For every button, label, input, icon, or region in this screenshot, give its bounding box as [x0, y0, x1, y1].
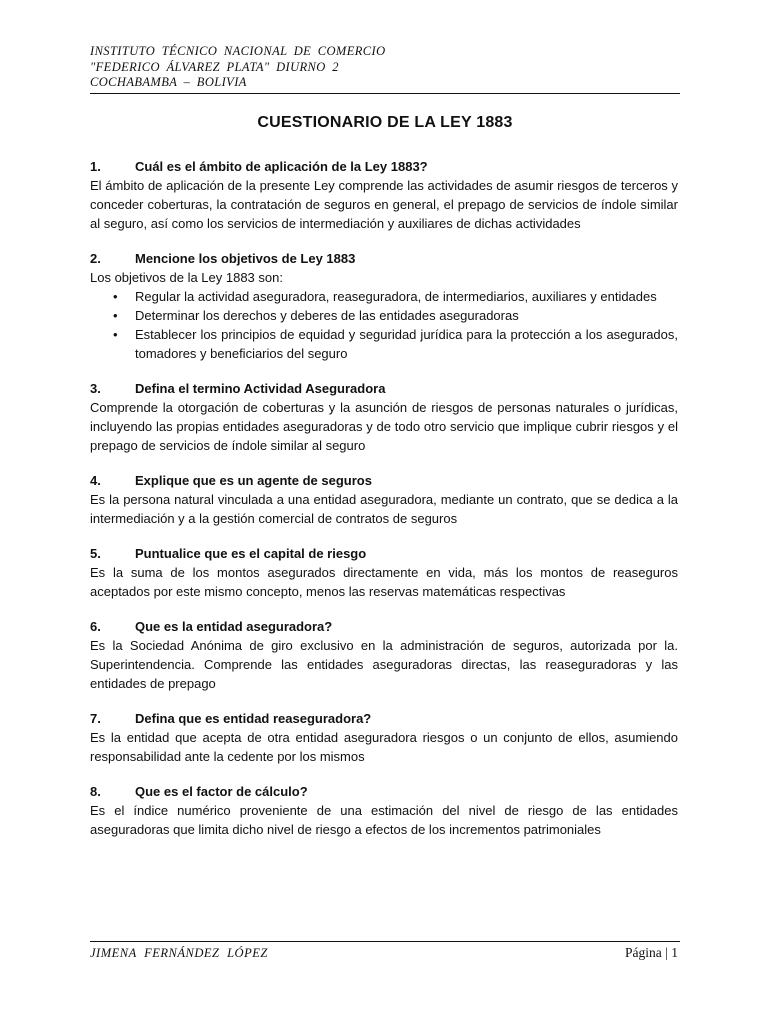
- question-1: [90, 157, 678, 233]
- list-item-text: Establecer los principios de equidad y seguridad jurídica para la protección a los asegurados, tomadores y beneficiarios del seguro: [135, 327, 678, 361]
- question-heading: [90, 379, 678, 398]
- question-number: 7.: [90, 711, 101, 726]
- question-heading: [90, 544, 678, 563]
- list-item-text: Determinar los derechos y deberes de las entidades aseguradoras: [135, 308, 519, 323]
- question-number: 5.: [90, 546, 101, 561]
- header-institution: INSTITUTO TÉCNICO NACIONAL DE COMERCIO: [90, 44, 386, 58]
- question-4: [90, 471, 678, 528]
- objectives-list: [90, 287, 678, 363]
- question-heading: [90, 782, 678, 801]
- question-5: [90, 544, 678, 601]
- question-3: [90, 379, 678, 455]
- list-item: [90, 287, 678, 306]
- bullet-icon: •: [113, 289, 118, 304]
- question-heading: [90, 471, 678, 490]
- question-7: [90, 709, 678, 766]
- list-item: [90, 306, 678, 325]
- question-number: 4.: [90, 473, 101, 488]
- header-school-name: "FEDERICO ÁLVAREZ PLATA" DIURNO 2: [90, 59, 339, 74]
- answer-text: Es la Sociedad Anónima de giro exclusivo en la administración de seguros, autorizada por la. Superintendencia. Comprende las entidades aseguradoras directas, las reaseguradoras y las entidades de prepago: [90, 638, 678, 691]
- question-text: Defina que es entidad reaseguradora?: [135, 711, 372, 726]
- page-header: [90, 44, 680, 94]
- footer-divider: [90, 941, 680, 942]
- answer-text: Comprende la otorgación de coberturas y la asunción de riesgos de personas naturales o jurídicas, incluyendo las propias entidades aseguradoras y de todo otro servicio que implique cubrir riesgos y el prepago de servicios de índole similar al seguro: [90, 400, 678, 453]
- answer-text: El ámbito de aplicación de la presente Ley comprende las actividades de asumir riesgos de terceros y conceder coberturas, la contratación de seguros en general, el prepago de servicios de índole similar al seguro, así como los servicios de intermediación y auxiliares de dichas actividades: [90, 178, 678, 231]
- answer-text: Es el índice numérico proveniente de una estimación del nivel de riesgo de las entidades aseguradoras que limita dicho nivel de riesgo a efectos de los incrementos patrimoniales: [90, 803, 678, 837]
- bullet-icon: •: [113, 327, 118, 342]
- question-heading: [90, 617, 678, 636]
- document-title: CUESTIONARIO DE LA LEY 1883: [257, 114, 513, 131]
- question-8: [90, 782, 678, 839]
- question-number: 6.: [90, 619, 101, 634]
- questionnaire-body: [90, 157, 678, 855]
- question-text: Defina el termino Actividad Aseguradora: [135, 381, 386, 396]
- question-heading: [90, 249, 678, 268]
- question-number: 8.: [90, 784, 101, 799]
- header-location: COCHABAMBA – BOLIVIA: [90, 75, 247, 89]
- question-text: Que es la entidad aseguradora?: [135, 619, 333, 634]
- answer-text: Los objetivos de la Ley 1883 son:: [90, 270, 283, 285]
- question-heading: [90, 709, 678, 728]
- list-item: [90, 325, 678, 363]
- footer-author: JIMENA FERNÁNDEZ LÓPEZ: [90, 946, 268, 960]
- question-text: Explique que es un agente de seguros: [135, 473, 372, 488]
- answer-text: Es la entidad que acepta de otra entidad aseguradora riesgos o un conjunto de ellos, asumiendo responsabilidad ante la cedente por los mismos: [90, 730, 678, 764]
- list-item-text: Regular la actividad aseguradora, reaseguradora, de intermediarios, auxiliares y entidades: [135, 289, 657, 304]
- question-number: 1.: [90, 159, 101, 174]
- question-6: [90, 617, 678, 693]
- bullet-icon: •: [113, 308, 118, 323]
- question-text: Que es el factor de cálculo?: [135, 784, 308, 799]
- question-text: Puntualice que es el capital de riesgo: [135, 546, 367, 561]
- question-2: [90, 249, 678, 363]
- page-number: Página | 1: [625, 945, 678, 960]
- answer-text: Es la persona natural vinculada a una entidad aseguradora, mediante un contrato, que se dedica a la intermediación y a la gestión comercial de contratos de seguros: [90, 492, 678, 526]
- answer-text: Es la suma de los montos asegurados directamente en vida, más los montos de reaseguros aceptados por este mismo concepto, menos las reservas matemáticas respectivas: [90, 565, 678, 599]
- question-number: 3.: [90, 381, 101, 396]
- question-text: Mencione los objetivos de Ley 1883: [135, 251, 356, 266]
- question-text: Cuál es el ámbito de aplicación de la Ley 1883?: [135, 159, 428, 174]
- question-number: 2.: [90, 251, 101, 266]
- question-heading: [90, 157, 678, 176]
